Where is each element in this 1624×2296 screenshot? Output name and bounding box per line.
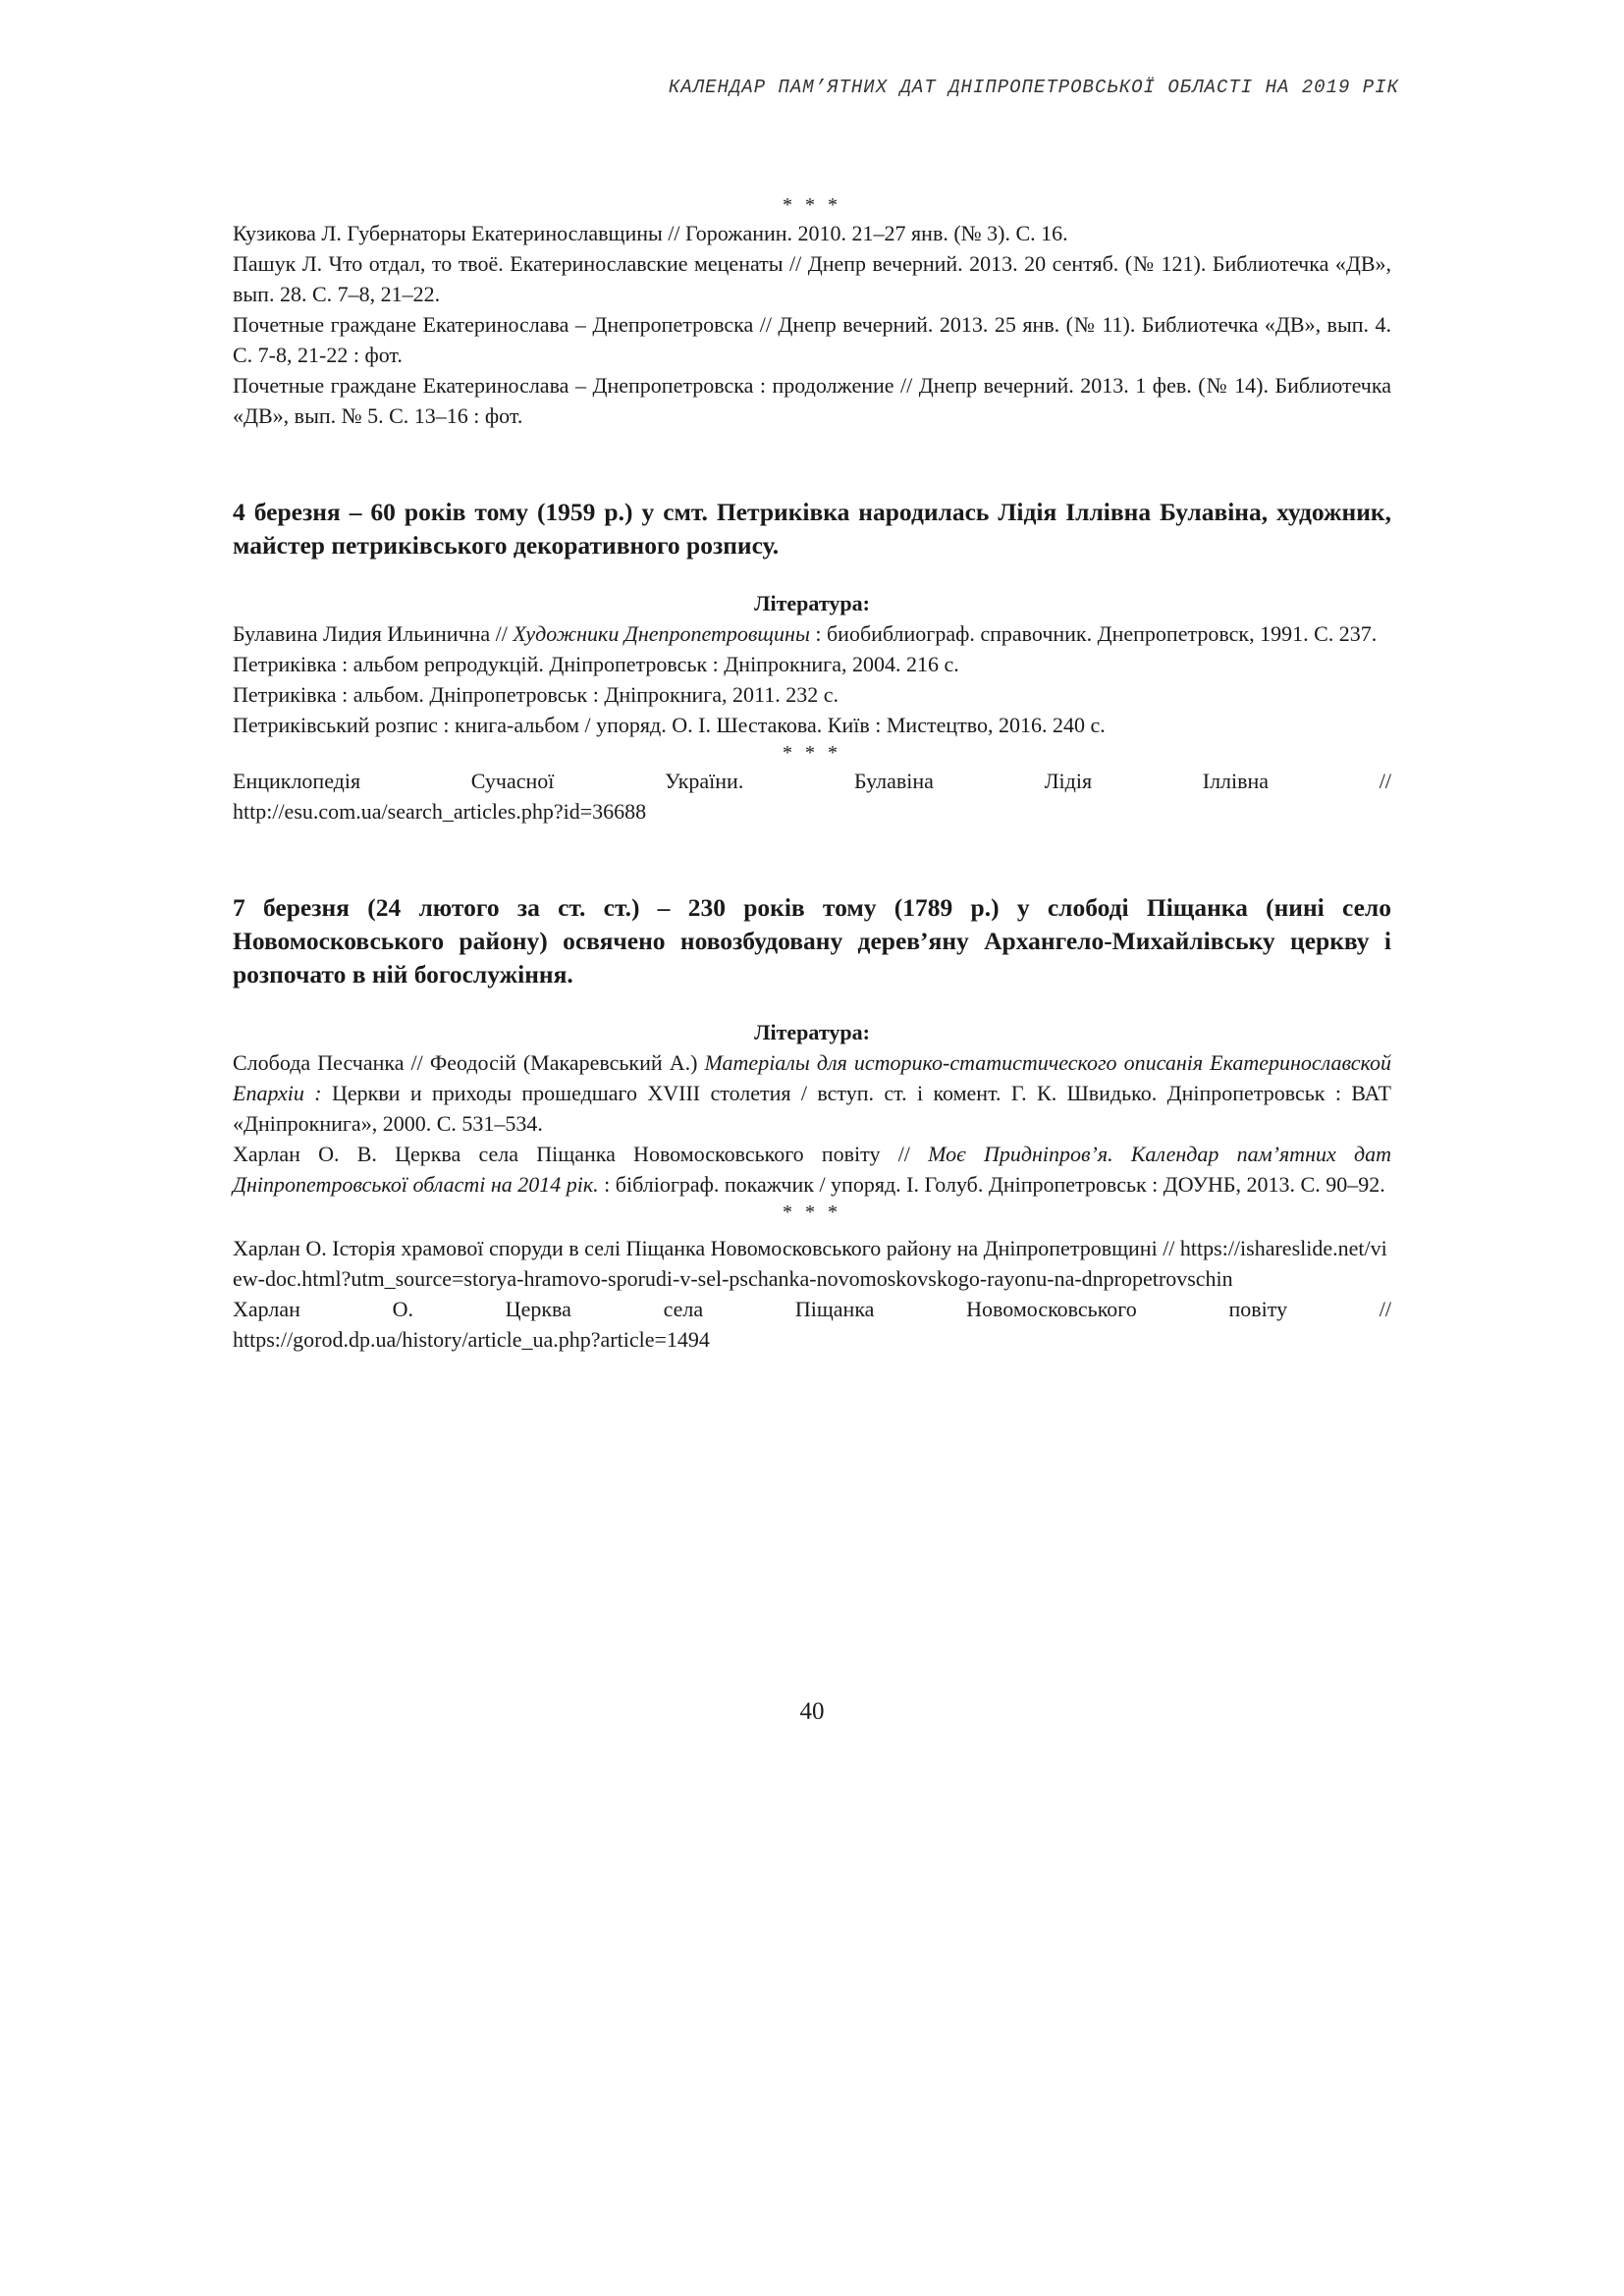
page-content [233, 192, 1391, 1355]
reference-entry [233, 618, 1391, 649]
reference-entry: Почетные граждане Екатеринослава – Днепропетровска : продолжение // Днепр вечерний. 2013. 1 фев. (№ 14). Библиотечка «ДВ», вып. № 5. С. 13–16 : фот. [233, 373, 1391, 428]
spacer [233, 991, 1391, 1017]
spacer [233, 431, 1391, 496]
spacer [233, 562, 1391, 588]
event-title: 7 березня (24 лютого за ст. ст.) – 230 років тому (1789 р.) у слободі Піщанка (нині село Новомосковського району) освячено новозбудовану дерев’яну Архангело-Михайлівську церкву і розпочато в ній богослужіння. [233, 893, 1391, 988]
reference-link[interactable]: https://gorod.dp.ua/history/article_ua.php?article=1494 [233, 1327, 710, 1352]
reference-entry [233, 1047, 1391, 1139]
reference-entry: Петриківка : альбом. Дніпропетровськ : Дніпрокнига, 2011. 232 с. [233, 682, 839, 707]
running-header: КАЛЕНДАР ПАМ’ЯТНИХ ДАТ ДНІПРОПЕТРОВСЬКОЇ ОБЛАСТІ НА 2019 РІК [668, 77, 1399, 98]
reference-entry: Кузикова Л. Губернаторы Екатеринославщины // Горожанин. 2010. 21–27 янв. (№ 3). С. 16. [233, 221, 1068, 245]
section-separator: * * * [783, 1201, 841, 1223]
reference-entry: Пашук Л. Что отдал, то твоё. Екатеринославские меценаты // Днепр вечерний. 2013. 20 сентяб. (№ 121). Библиотечка «ДВ», вып. 28. С. 7–8, 21–22. [233, 251, 1391, 306]
page-number: 40 [799, 1698, 825, 1725]
ref-source-title: Художники Днепропетровщины [513, 621, 810, 646]
online-reference: Енциклопедія Сучасної України. Булавіна Лідія Іллівна // [233, 769, 1391, 793]
ref-text: : бібліограф. покажчик / упоряд. І. Голуб. Дніпропетровськ : ДОУНБ, 2013. С. 90–92. [598, 1172, 1385, 1197]
ref-text: : биобиблиограф. справочник. Днепропетровск, 1991. С. 237. [809, 621, 1378, 646]
ref-text: Булавина Лидия Ильинична // [233, 621, 514, 646]
ref-source-title: Моє Придніпров’я. Календар пам’ятних дат Дніпропетровської області на 2014 рік. [233, 1142, 1391, 1197]
reference-entry [233, 1139, 1391, 1200]
section-separator: * * * [783, 742, 841, 764]
literature-heading: Література: [754, 1020, 870, 1044]
spacer [233, 827, 1391, 891]
ref-text: Церкви и приходы прошедшаго XVIII столетия / вступ. ст. і комент. Г. К. Швидько. Дніпропетровськ : ВАТ «Дніпрокнига», 2000. С. 531–534. [233, 1081, 1391, 1136]
ref-text: Слобода Песчанка // Феодосій (Макаревський А.) [233, 1050, 705, 1075]
reference-entry: Петриківка : альбом репродукцій. Дніпропетровськ : Дніпрокнига, 2004. 216 с. [233, 652, 959, 676]
event-title: 4 березня – 60 років тому (1959 р.) у смт. Петриківка народилась Лідія Іллівна Булавіна, художник, майстер петриківського декоративного розпису. [233, 498, 1391, 560]
online-reference[interactable]: Харлан О. Історія храмової споруди в селі Піщанка Новомосковського району на Дніпропетровщині // https://ishareslide.net/view-doc.html?utm_source=storya-hramovo-sporudi-v-sel-pschanka-novomoskovskogo-rayonu-na-dnpropetrovschin [233, 1236, 1387, 1291]
reference-entry: Петриківський розпис : книга-альбом / упоряд. О. І. Шестакова. Київ : Мистецтво, 2016. 240 с. [233, 713, 1106, 737]
ref-text: Харлан О. В. Церква села Піщанка Новомосковського повіту // [233, 1142, 929, 1166]
ref-source-title: Матеріалы для историко-статистического описанія Екатеринославской Епархіи : [233, 1050, 1392, 1105]
section-separator: * * * [783, 194, 841, 216]
literature-heading: Література: [754, 591, 870, 615]
reference-link[interactable]: http://esu.com.ua/search_articles.php?id=36688 [233, 799, 647, 824]
online-reference: Харлан О. Церква села Піщанка Новомосковського повіту // [233, 1297, 1391, 1321]
reference-entry: Почетные граждане Екатеринослава – Днепропетровска // Днепр вечерний. 2013. 25 янв. (№ 11). Библиотечка «ДВ», вып. 4. С. 7-8, 21-22 : фот. [233, 312, 1391, 367]
